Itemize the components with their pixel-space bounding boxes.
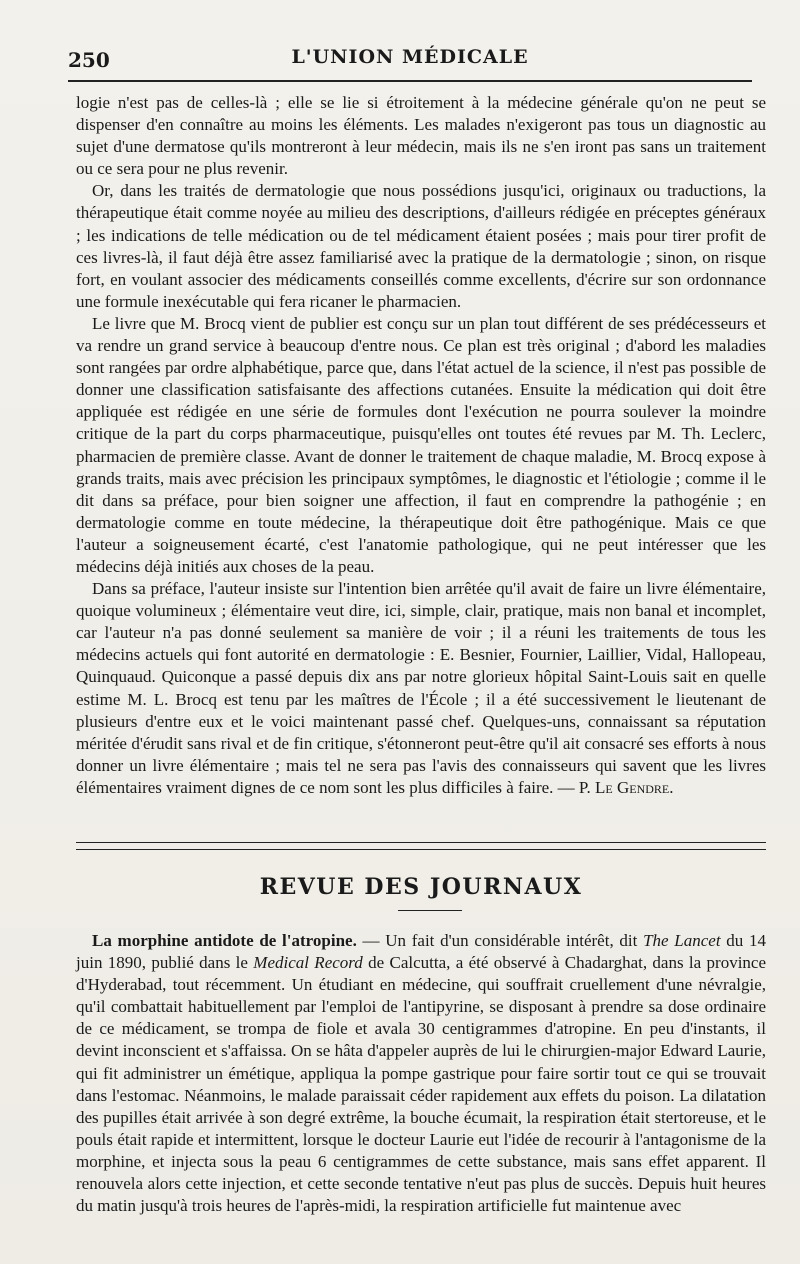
section-divider	[76, 842, 766, 850]
header-rule	[68, 80, 752, 82]
review-paragraph-2: Or, dans les traités de dermatologie que nous possédions jusqu'ici, originaux ou traductions, la thérapeutique était comme noyée au milieu des descriptions, d'ailleurs rédigée en préceptes généraux ; les indications de telle médication ou de tel médicament étaient posées ; mais pour tirer profit de ces livres-là, il faut déjà être assez familiarisé avec la pratique de la dermatologie ; sinon, on risque fort, en voulant associer des médicaments conseillés comme excellents, d'écrire sur son ordonnance une formule inexécutable qui fera ricaner le pharmacien.	[76, 181, 766, 311]
article-journal-medical-record: Medical Record	[253, 953, 363, 973]
article-text-2: de Calcutta, a été observé à Chadarghat, dans la province d'Hyderabad, tout récemment. Un étudiant en médecine, qui souffrait cruellement d'une névralgie, qu'il combattait habituellement par l'emploi de l'antipyrine, se disposant à prendre sa dose ordinaire de ce médicament, se trompa de fiole et avala 30 centigrammes d'atropine. En peu d'instants, il devint inconscient et s'affaissa. On se hâta d'appeler auprès de lui le chirurgien-major Edward Laurie, qui fit administrer un émétique, appliqua la pompe gastrique pour faire sortir tout ce qui se trouvait dans l'estomac. Néanmoins, le malade paraissait céder rapidement aux effets du poison. La dilatation des pupilles était arrivée à son degré extrême, la bouche écumait, la respiration était stertoreuse, et le pouls était rapide et intermittent, lorsque le docteur Laurie eut l'idée de recourir à l'antagonisme de la morphine, et injecta sous la peau 6 centigrammes de cette substance, mais sans effet apparent. Il renouvela alors cette injection, et cette seconde tentative n'eut pas plus de succès. Depuis huit heures du matin jusqu'à trois heures de l'après-midi, la respiration artificielle fut maintenue avec	[76, 953, 767, 1216]
section-title-rule	[398, 910, 462, 911]
review-paragraph-1: logie n'est pas de celles-là ; elle se lie si étroitement à la médecine générale qu'on ne peut se dispenser d'en connaître au moins les éléments. Les malades n'exigeront pas tous un diagnostic au sujet d'une dermatose qu'ils montreront à leur médecin, mais ils ne s'en iront pas sans un traitement ou ce sera pour ne plus revenir.	[76, 93, 766, 179]
article-paragraph	[76, 930, 766, 1217]
review-signature: P. Le Gendre.	[578, 777, 674, 797]
page-number: 250	[68, 48, 110, 72]
running-head: L'UNION MÉDICALE	[291, 46, 529, 68]
article-text-1: du 14 juin 1890, publié dans le	[76, 931, 767, 973]
page-header	[68, 44, 752, 76]
article-journal-lancet: The Lancet	[643, 931, 721, 950]
review-paragraph-4	[76, 578, 766, 799]
article-dash: — Un fait d'un considérable intérêt, dit	[356, 931, 644, 950]
book-review	[76, 92, 766, 799]
article-title: La morphine antidote de l'atropine.	[92, 931, 357, 950]
section-title: REVUE DES JOURNAUX	[259, 874, 583, 900]
journal-article	[76, 930, 766, 1217]
review-paragraph-4-text: Dans sa préface, l'auteur insiste sur l'intention bien arrêtée qu'il avait de faire un livre élémentaire, quoique volumineux ; élémentaire veut dire, ici, simple, clair, pratique, mais non banal et incomplet, car l'auteur n'a pas donné seulement sa manière de voir ; il a réuni les traitements de tous les médecins actuels qui font autorité en dermatologie : E. Besnier, Fournier, Laillier, Vidal, Hallopeau, Quinquaud. Quiconque a passé depuis dix ans par notre glorieux hôpital Saint-Louis sait en quelle estime M. L. Brocq est tenu par les maîtres de l'École ; il a été successivement le lieutenant de plusieurs d'entre eux et le voici maintenant passé chef. Quelques-uns, connaissant sa réputation méritée d'érudit sans rival et de fin critique, s'étonneront peut-être qu'il ait consacré ses efforts à nous donner un livre élémentaire ; mais tel ne sera pas l'avis des connaisseurs qui savent que les livres élémentaires vraiment dignes de ce nom sont les plus difficiles à faire. —	[76, 579, 766, 797]
review-paragraph-3: Le livre que M. Brocq vient de publier est conçu sur un plan tout différent de ses prédécesseurs et va rendre un grand service à beaucoup d'entre nous. Ce plan est très original ; d'abord les maladies sont rangées par ordre alphabétique, parce que, dans l'état actuel de la science, il n'est pas possible de donner une classification satisfaisante des affections cutanées. Ensuite la médication qui doit être appliquée est rédigée en une série de formules dont l'exécution ne pourra soulever la moindre critique de la part du corps pharmaceutique, puisqu'elles ont toutes été revues par M. Th. Leclerc, pharmacien de première classe. Avant de donner le traitement de chaque maladie, M. Brocq expose à grands traits, mais avec précision les principaux symptômes, le diagnostic et l'étiologie ; comme il le dit dans sa préface, pour bien soigner une affection, il faut en comprendre la pathogénie ; en dermatologie comme en toute médecine, la thérapeutique doit être pathogénique. Mais ce que l'auteur a soigneusement écarté, c'est l'anatomie pathologique, qui ne peut intéresser que les médecins déjà initiés aux choses de la peau.	[76, 313, 766, 576]
